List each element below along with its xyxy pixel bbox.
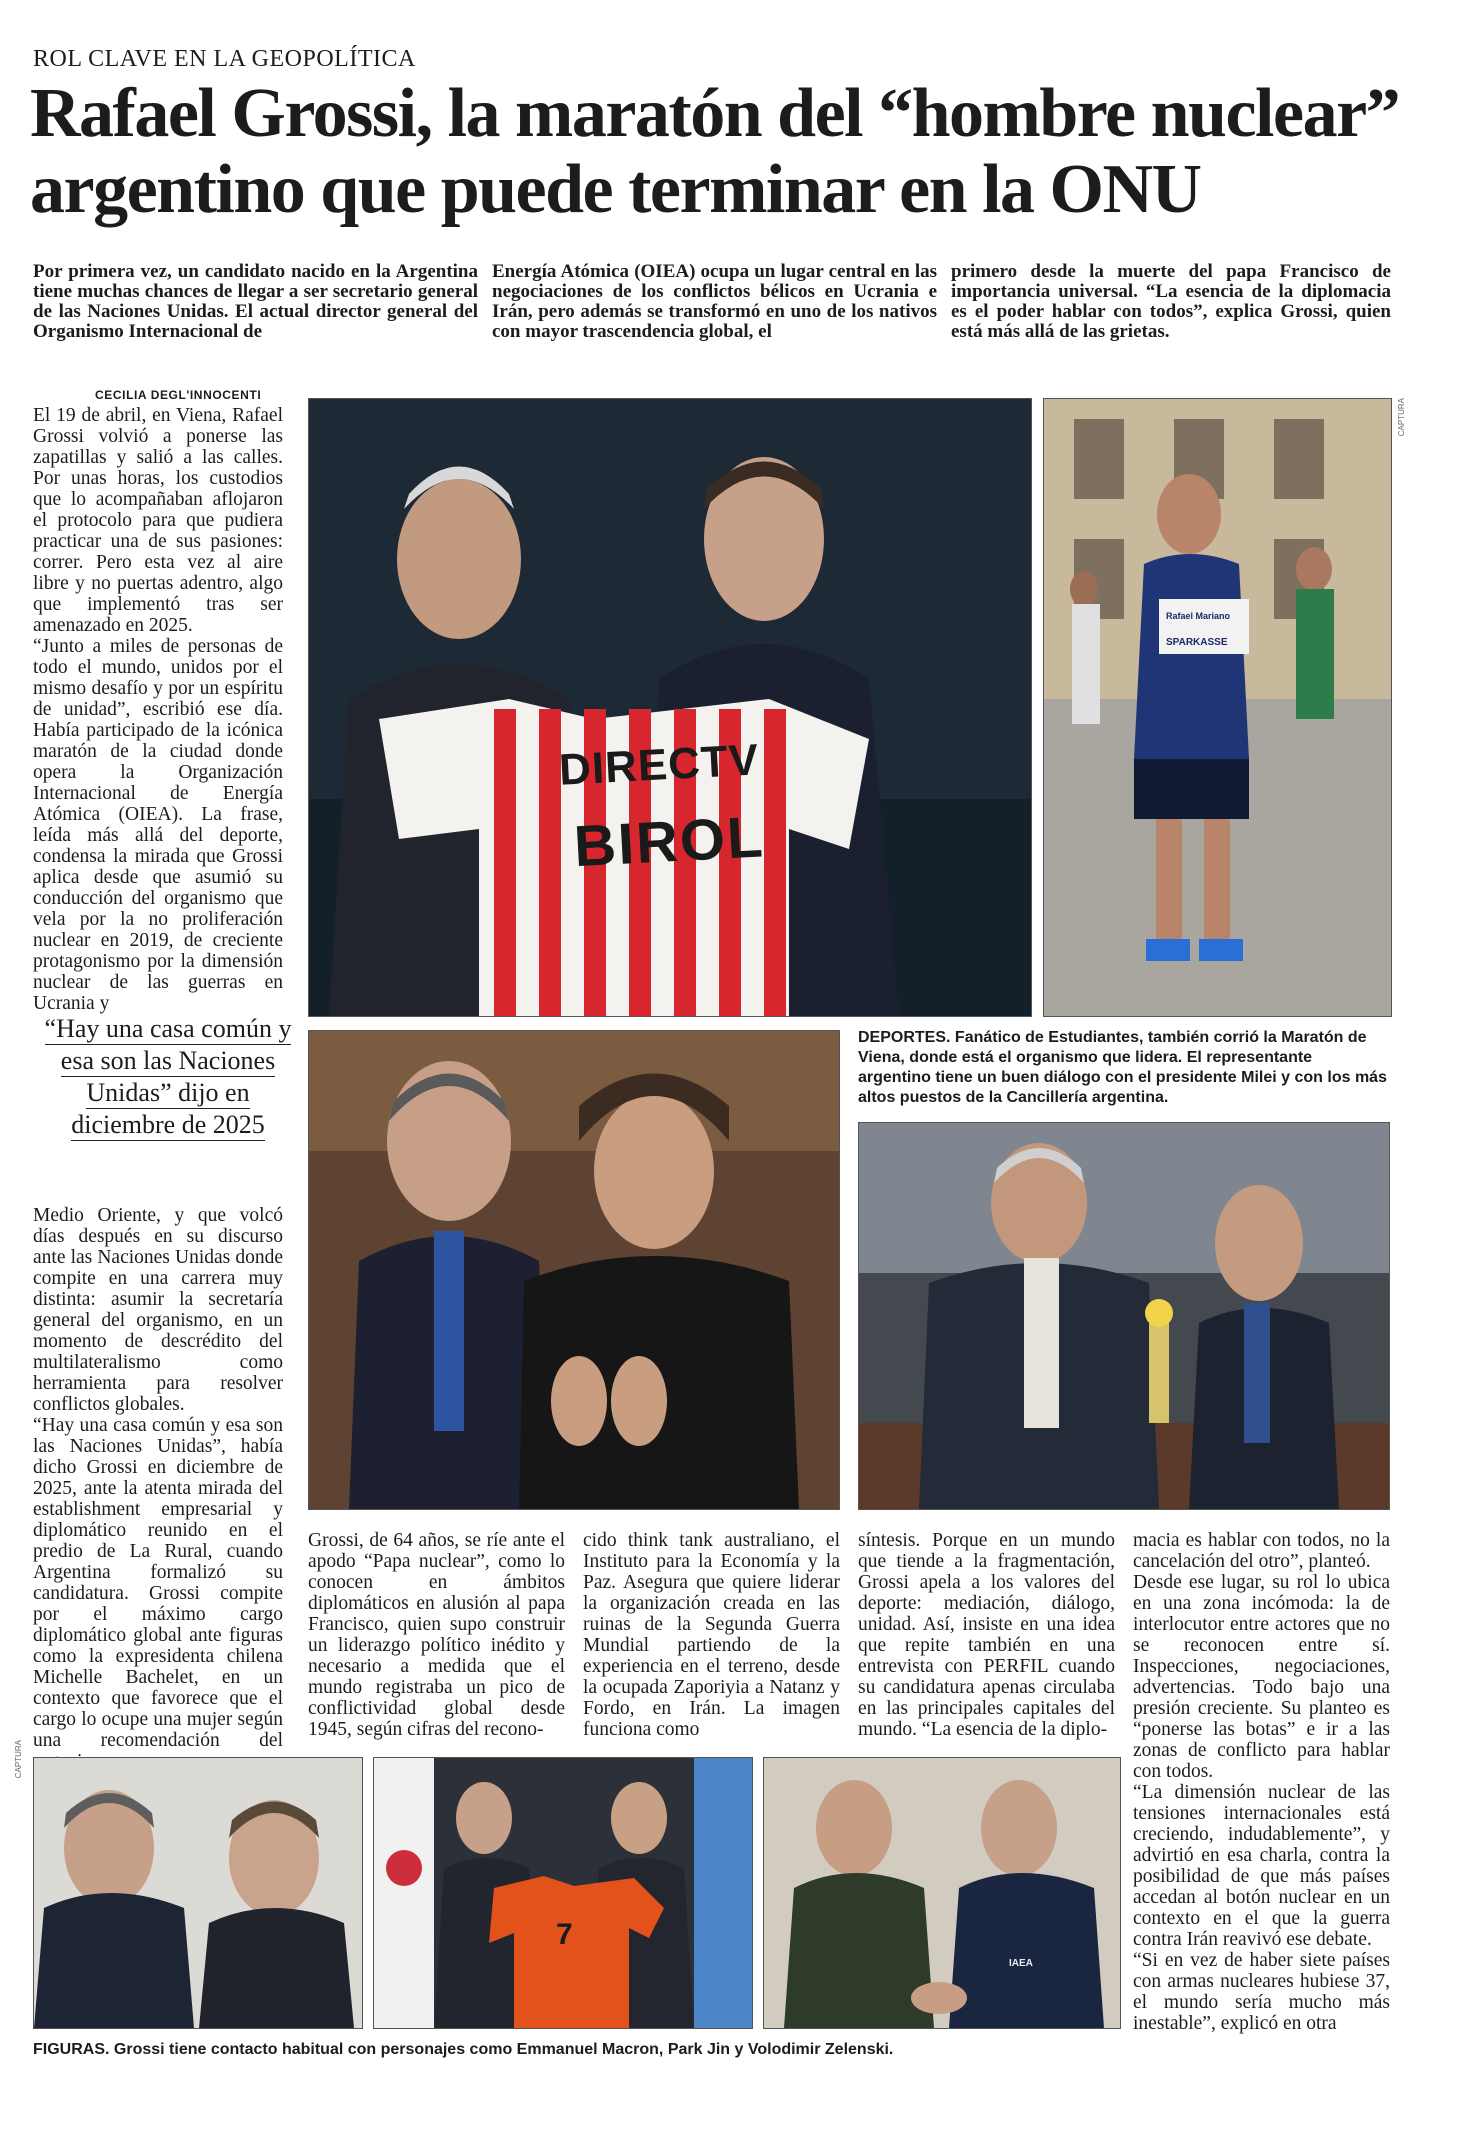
- column-1-top: [33, 405, 283, 1014]
- photo-credit: CAPTURA: [14, 1740, 23, 1779]
- paragraph: “Hay una casa común y esa son las Naciones Unidas”, había dicho Grossi en diciembre de 2025, ante la atenta mirada del establishment empresarial y diplomático reunido en el predio de La Rural, cuando Argentina formalizó su candidatura. Grossi compite por el máximo cargo diplomático global ante figuras como la expresidenta chilena Michelle Bachelet, en un contexto que favorece que el cargo lo ocupe una mujer según una recomendación del: [33, 1415, 283, 1751]
- deck-column-3: primero desde la muerte del papa Francisco de importancia universal. “La esencia de la diplomacia es el poder hablar con todos”, explica Grossi, quien está más allá de las grietas.: [951, 261, 1391, 342]
- photo-illustration: [309, 1031, 839, 1509]
- photo-credit: CAPTURA: [1397, 398, 1406, 437]
- paragraph: “Si en vez de haber siete países con armas nucleares hubiese 37, el mundo sería mucho más inestable”, explicó en otra: [1133, 1950, 1390, 2034]
- paragraph: “La dimensión nuclear de las tensiones internacionales está creciendo, indudablemente”, y advirtió en esa charla, contra la posibilidad de que más países accedan al botón nuclear en un contexto en el que la guerra contra Irán reavivó ese debate.: [1133, 1782, 1390, 1950]
- paragraph: El 19 de abril, en Viena, Rafael Grossi volvió a ponerse las zapatillas y salió a las calles. Por unas horas, los custodios que lo acompañaban aflojaron el protocolo para que pudiera practicar una de sus pasiones: correr. Pero esta vez al aire libre y no puertas adentro, algo que implementó tras ser amenazado en 2025.: [33, 405, 283, 636]
- paragraph: Desde ese lugar, su rol lo ubica en una zona incómoda: la de interlocutor entre actores que no se reconocen entre sí. Inspecciones, negociaciones, advertencias. Todo bajo una presión creciente. Su planteo es “ponerse las botas” e ir a las zonas de conflicto para hablar con todos.: [1133, 1572, 1390, 1782]
- jersey-sponsor-text: DIRECTV: [557, 735, 761, 795]
- headline-line-2: argentino que puede terminar en la ONU: [30, 151, 1201, 228]
- photo-illustration: [859, 1123, 1389, 1509]
- column-5: [1133, 1530, 1390, 2034]
- photo-grossi-park-jin: [373, 1757, 753, 2029]
- photo-grossi-zelenski: [763, 1757, 1121, 2029]
- caption-text: Grossi tiene contacto habitual con personajes como Emmanuel Macron, Park Jin y Volodimir Zelenski.: [113, 2041, 894, 2058]
- iaea-badge: IAEA: [1009, 1958, 1033, 1969]
- column-3: cido think tank australiano, el Instituto para la Economía y la Paz. Asegura que quiere liderar la organización creada en las ruinas de la Segunda Guerra Mundial partiendo de la experiencia en el terreno, desde la ocupada Zaporiyia a Natanz y Fordo, en Irán. La imagen funciona como: [583, 1530, 840, 1740]
- paragraph: “Junto a miles de personas de todo el mundo, unidos por el mismo desafío y por un espíritu de unidad”, escribió ese día. Había participado de la icónica maratón de la ciudad donde opera la Organización Internacional de Energía Atómica (OIEA). La frase, leída más allá del deporte, condensa la mirada que Grossi aplica desde que asumió su conducción del organismo que vela por la no proliferación nuclear en 2019, de creciente protagonismo por la dimensión nuclear de las guerras en Ucrania y: [33, 636, 283, 1014]
- article-headline: [30, 76, 1440, 228]
- column-1-bottom: [33, 1205, 283, 1772]
- column-4: síntesis. Porque en un mundo que tiende a la fragmentación, Grossi apela a los valores del deporte: mediación, diálogo, unidad. Así, insiste en una idea que repite también en una entrevista con PERFIL cuando su candidatura apenas circulaba en las principales capitales del mundo. “La esencia de la diplo-: [858, 1530, 1115, 1740]
- photo-grossi-milei: [308, 1030, 840, 1510]
- photo-illustration: [309, 399, 1031, 1016]
- caption-figuras: [33, 2040, 1123, 2060]
- photo-illustration: [1044, 399, 1391, 1016]
- jersey-name-text: BIROL: [572, 804, 767, 880]
- paragraph: Medio Oriente, y que volcó días después en su discurso ante las Naciones Unidas donde compite en una carrera muy distinta: asumir la secretaría general del organismo, en un momento de descrédito del multilateralismo como herramienta para resolver conflictos globales.: [33, 1205, 283, 1415]
- photo-grossi-marathon: [1043, 398, 1392, 1017]
- pull-quote-text: “Hay una casa común y esa son las Naciones Unidas” dijo en diciembre de 2025: [44, 1014, 292, 1139]
- caption-deportes: [858, 1028, 1388, 1108]
- deck-column-2: Energía Atómica (OIEA) ocupa un lugar central en las negociaciones de los conflictos bélicos en Ucrania e Irán, pero además se transformó en uno de los nativos con mayor trascendencia global, el: [492, 261, 937, 342]
- photo-illustration: [764, 1758, 1120, 2028]
- photo-grossi-cancilleria: [858, 1122, 1390, 1510]
- photo-illustration: [374, 1758, 752, 2028]
- paragraph: macia es hablar con todos, no la cancelación del otro”, planteó.: [1133, 1530, 1390, 1572]
- bib-sponsor: SPARKASSE: [1166, 637, 1228, 648]
- deck-column-1: Por primera vez, un candidato nacido en la Argentina tiene muchas chances de llegar a ser secretario general de las Naciones Unidas. El actual director general del Organismo Internacional de: [33, 261, 478, 342]
- photo-illustration: [34, 1758, 362, 2028]
- caption-label: FIGURAS.: [33, 2041, 110, 2058]
- caption-label: DEPORTES.: [858, 1029, 951, 1046]
- article-kicker: ROL CLAVE EN LA GEOPOLÍTICA: [33, 46, 416, 72]
- column-2: Grossi, de 64 años, se ríe ante el apodo “Papa nuclear”, como lo conocen en ámbitos diplomáticos en alusión al papa Francisco, quien supo construir un liderazgo político inédito y necesario a medida que el mundo registraba un pico de conflictividad global desde 1945, según cifras del recono-: [308, 1530, 565, 1740]
- byline: CECILIA DEGL'INNOCENTI: [95, 388, 262, 402]
- headline-line-1: Rafael Grossi, la maratón del “hombre nuclear”: [30, 75, 1400, 152]
- bib-name: Rafael Mariano: [1166, 611, 1231, 621]
- pull-quote: [33, 1013, 303, 1141]
- caption-text: Fanático de Estudiantes, también corrió la Maratón de Viena, donde está el organismo que lidera. El representante argentino tiene un buen diálogo con el presidente Milei y con los más altos puestos de la Cancillería argentina.: [858, 1029, 1387, 1106]
- jersey-number: 7: [556, 1918, 573, 1951]
- photo-grossi-macron: [33, 1757, 363, 2029]
- photo-grossi-birol-jersey: [308, 398, 1032, 1017]
